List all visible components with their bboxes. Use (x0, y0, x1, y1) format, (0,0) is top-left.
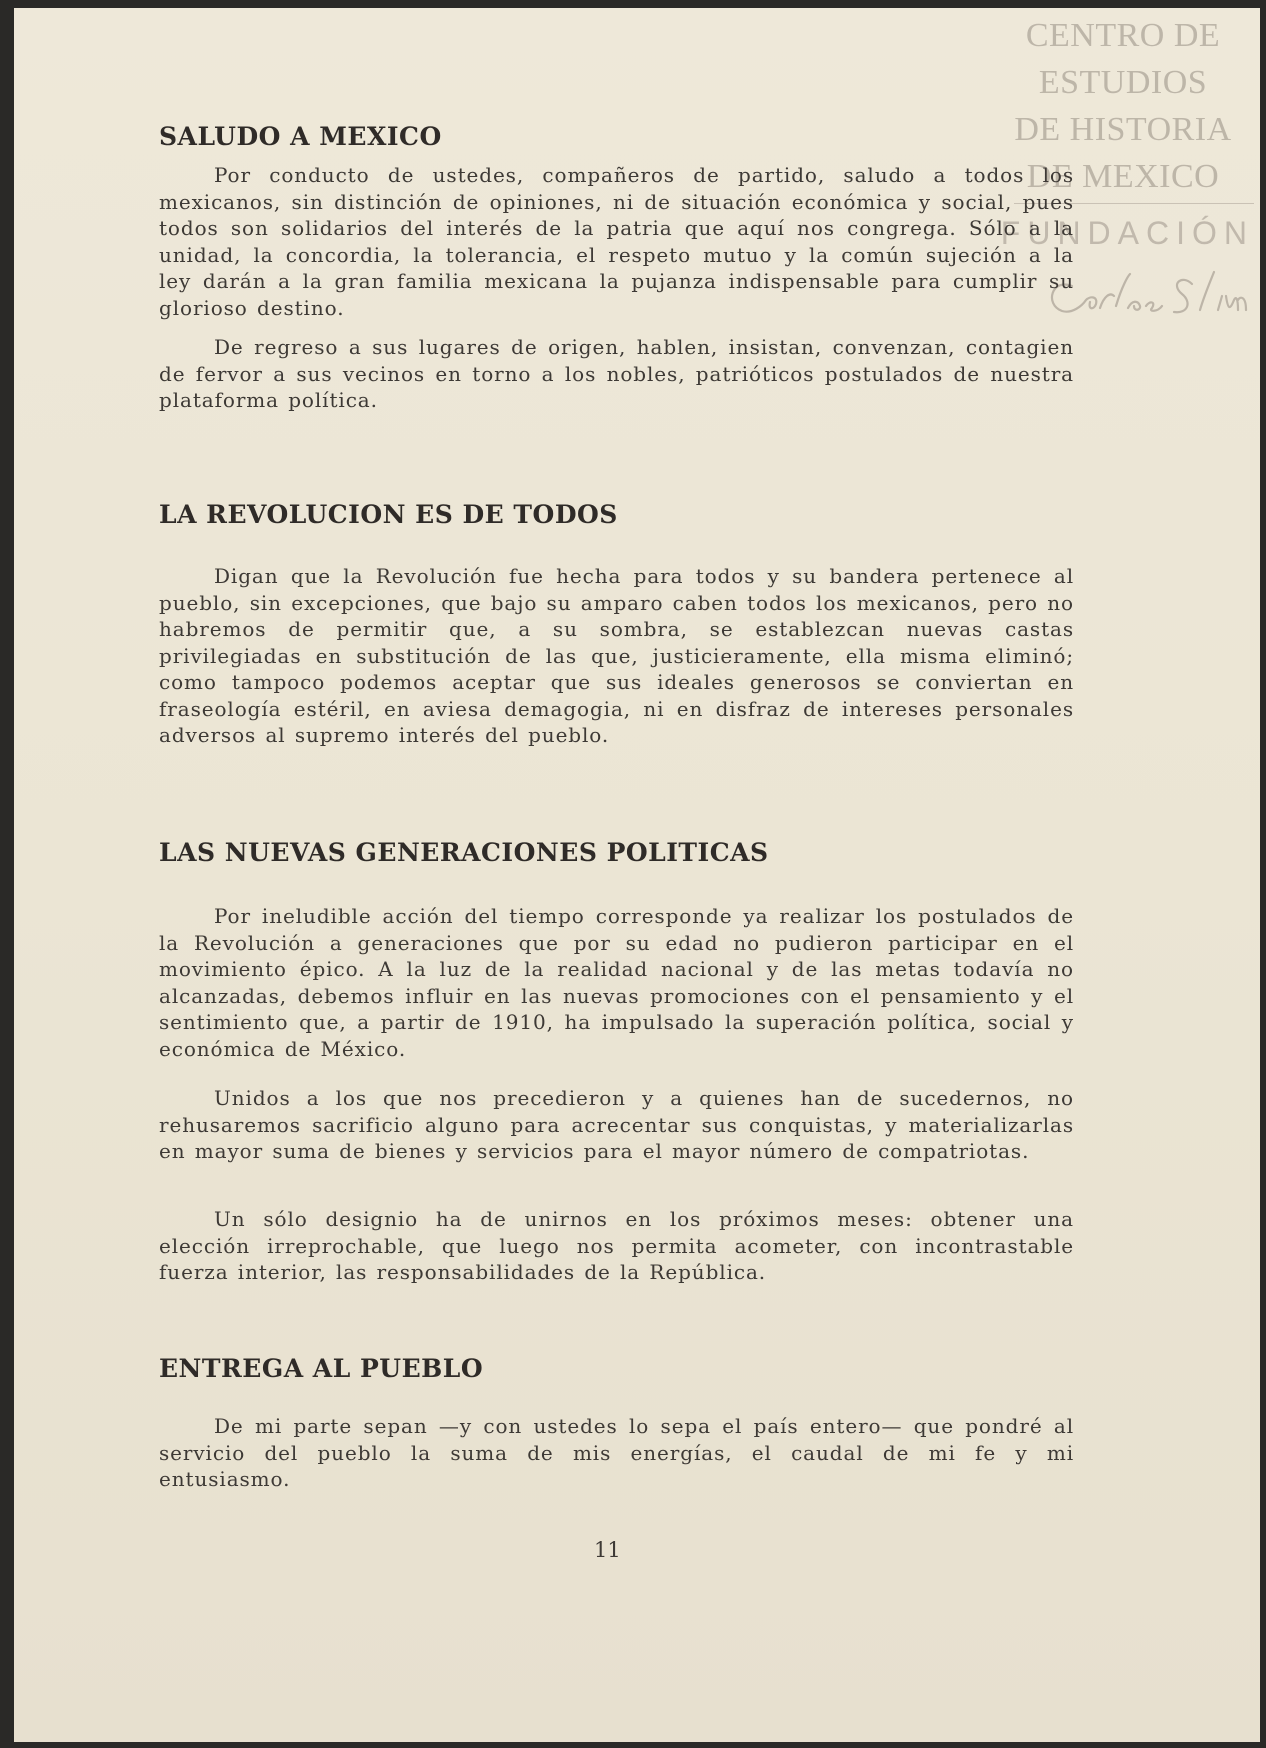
section-heading-revolucion: LA REVOLUCION ES DE TODOS (159, 500, 618, 529)
page-number: 11 (594, 1538, 621, 1562)
section-heading-entrega: ENTREGA AL PUEBLO (159, 1354, 484, 1383)
paragraph-generaciones-2: Unidos a los que nos precedieron y a quienes han de sucedernos, no rehusaremos sacrificio alguno para acrecentar sus conquistas, y materializarlas en mayor suma de bienes y servicios para el mayor número de compatriotas. (159, 1086, 1074, 1163)
watermark-line-3: DE HISTORIA (1014, 111, 1232, 148)
watermark-line-1: CENTRO DE (1025, 17, 1221, 54)
document-page (14, 8, 1260, 1742)
watermark-line-4: DE MEXICO (1026, 158, 1220, 195)
section-heading-generaciones: LAS NUEVAS GENERACIONES POLITICAS (159, 838, 769, 867)
paragraph-generaciones-1: Por ineludible acción del tiempo corresponde ya realizar los postulados de la Revolución a generaciones que por su edad no pudieron participar en el movimiento épico. A la luz de la realidad nacional y de las metas todavía no alcanzadas, debemos influir en las nuevas promociones con el pensamiento y el sentimiento que, a partir de 1910, ha impulsado la superación política, social y económica de México. (159, 904, 1074, 1061)
watermark-line-2: ESTUDIOS (1038, 64, 1208, 101)
paragraph-saludo-2: De regreso a sus lugares de origen, hablen, insistan, convenzan, contagien de fervor a sus vecinos en torno a los nobles, patrióticos postulados de nuestra plataforma política. (159, 335, 1074, 412)
section-heading-saludo: SALUDO A MEXICO (159, 122, 442, 151)
paragraph-generaciones-3: Un sólo designio ha de unirnos en los próximos meses: obtener una elección irreprochable, que luego nos permita acometer, con incontrastable fuerza interior, las responsabilidades de la República. (159, 1207, 1074, 1284)
paragraph-revolucion-1: Digan que la Revolución fue hecha para todos y su bandera pertenece al pueblo, sin excepciones, que bajo su amparo caben todos los mexicanos, pero no habremos de permitir que, a su sombra, se establezcan nuevas castas privilegiadas en substitución de las que, justicieramente, ella misma eliminó; como tampoco podemos aceptar que sus ideales generosos se conviertan en fraseología estéril, en aviesa demagogia, ni en disfraz de intereses personales adversos al supremo interés del pueblo. (159, 564, 1074, 747)
paragraph-entrega-1: De mi parte sepan —y con ustedes lo sepa el país entero— que pondré al servicio del pueblo la suma de mis energías, el caudal de mi fe y mi entusiasmo. (159, 1414, 1074, 1491)
watermark-foundation: FUNDACIÓN (1000, 215, 1254, 251)
paragraph-saludo-1: Por conducto de ustedes, compañeros de partido, saludo a todos los mexicanos, sin distinción de opiniones, ni de situación económica y social, pues todos son solidarios del interés de la patria que aquí nos congrega. Sólo a la unidad, la concordia, la tolerancia, el respeto mutuo y la común sujeción a la ley darán a la gran familia mexicana la pujanza indispensable para cumplir su glorioso destino. (159, 163, 1074, 320)
